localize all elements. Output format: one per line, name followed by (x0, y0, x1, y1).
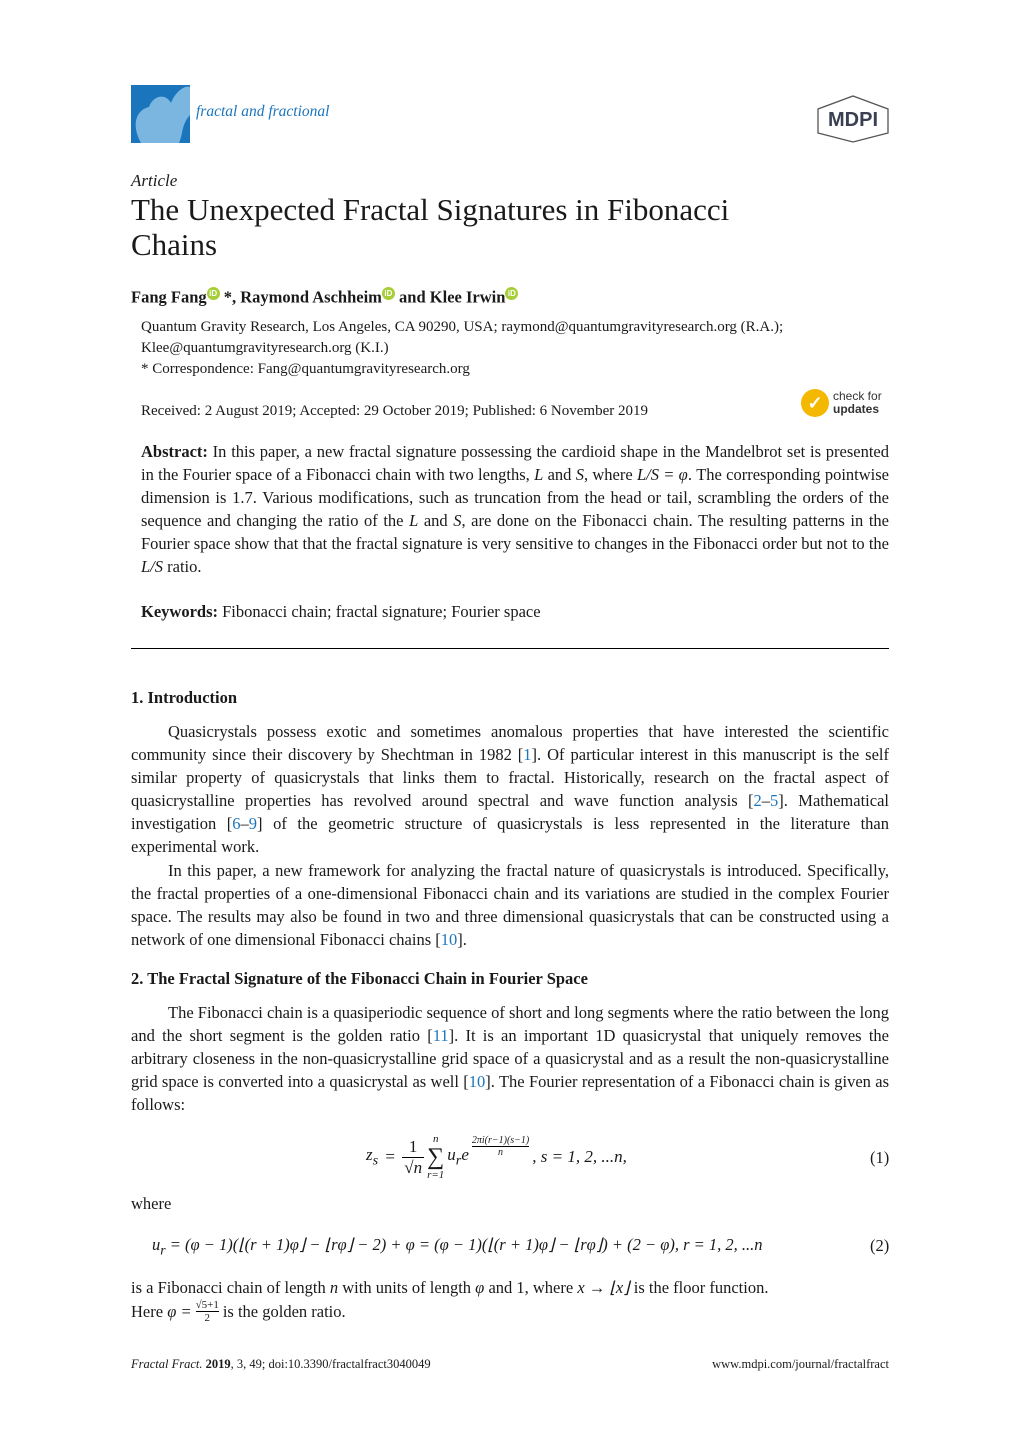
text-segment: ]. Of particular interest in this manuscript is the self similar property of quasicrystals that links them to fractal. Historically, research on the fractal aspect of quasicrystalline properties has revolved around spectral and wave function analysis [ (131, 745, 889, 810)
text-segment: ]. Mathematical investigation [ (131, 791, 889, 833)
citation-link[interactable]: 10 (440, 930, 458, 949)
text-segment: S (453, 511, 462, 530)
text-segment: ]. It is an important 1D quasicrystal that uniquely removes the arbitrary closeness in the non-quasicrystalline grid space of a quasicrystal and as a result the non-quasicrystalline grid space is converted into a quasicrystal as well [ (131, 1026, 889, 1091)
author-list (131, 287, 518, 308)
journal-url[interactable]: www.mdpi.com/journal/fractalfract (712, 1357, 889, 1371)
eq-symbol: e (461, 1144, 469, 1164)
text-segment: n (329, 1278, 339, 1297)
text-segment: – (761, 791, 771, 810)
journal-logo (131, 85, 190, 143)
abstract-label: Abstract: (141, 442, 208, 461)
equation-1: $z_s$ = $\frac{1}{√n}$ n ∑ r=1 $u_re$ 2πi(r−1)(s−1) n , s = 1, 2, ...n, (366, 1133, 627, 1181)
text-segment: and (418, 511, 454, 530)
mdpi-logo (816, 95, 890, 143)
article-type: Article (131, 171, 178, 190)
paragraph (131, 720, 889, 858)
journal-name: fractal and fractional (196, 103, 330, 120)
divider (131, 648, 889, 649)
svg-text:MDPI: MDPI (828, 109, 878, 131)
eq-symbol: = (φ − 1)(⌊(r + 1)φ⌋ − ⌊rφ⌋ − 2) + φ = (φ − 1)(⌊(r + 1)φ⌋ − ⌊rφ⌋) + (2 − φ), r = 1, 2, ...n (165, 1235, 763, 1254)
keywords-text: Fibonacci chain; fractal signature; Fourier space (218, 602, 541, 621)
equation-2 (152, 1235, 763, 1258)
eq-symbol: n (432, 1133, 439, 1145)
orcid-icon[interactable]: iD (382, 287, 395, 300)
text-segment: Quasicrystals possess exotic and sometimes anomalous properties that have interested the scientific community since their discovery by Shechtman in 1982 [ (131, 722, 889, 764)
eq-symbol: s (372, 1152, 379, 1169)
citation-footer (131, 1357, 431, 1372)
text-segment: In this paper, a new fractal signature possessing the cardioid shape in the Mandelbrot set is presented in the Fourier space of a Fibonacci chain with two lengths, (141, 442, 889, 484)
text-segment: The Fibonacci chain is a quasiperiodic sequence of short and long segments where the ratio between the long and the short segment is the golden ratio [ (131, 1003, 889, 1045)
orcid-icon[interactable]: iD (207, 287, 220, 300)
paper-title: The Unexpected Fractal Signatures in Fibonacci Chains (131, 192, 730, 262)
text-segment: ratio. (163, 557, 202, 576)
equation-number: (1) (870, 1148, 890, 1167)
text: is the golden ratio. (222, 1302, 346, 1321)
affiliation: Quantum Gravity Research, Los Angeles, CA 90290, USA; raymond@quantumgravityresearch.org (R.A.); Klee@quantumgravityresearch.org (K.I.) (141, 319, 784, 356)
paragraph (131, 859, 889, 951)
text-segment: – (240, 814, 249, 833)
citation-link[interactable]: 5 (770, 791, 779, 810)
author-separator: *, (219, 287, 241, 307)
author-name: Raymond Aschheim (240, 287, 382, 307)
eq-symbol: r (455, 1152, 462, 1169)
correspondence: * Correspondence: Fang@quantumgravityresearch.org (141, 361, 470, 377)
keywords-label: Keywords: (141, 602, 218, 621)
checkmark-icon: ✓ (801, 389, 829, 417)
text-segment: φ (475, 1278, 485, 1297)
eq-symbol: 1 (408, 1136, 418, 1156)
citation-link[interactable]: 1 (523, 745, 532, 764)
dates: Received: 2 August 2019; Accepted: 29 October 2019; Published: 6 November 2019 (141, 403, 648, 419)
check-updates-line2: updates (833, 402, 880, 416)
text: Here (131, 1302, 168, 1321)
citation-link[interactable]: 10 (468, 1072, 486, 1091)
eq-symbol: r=1 (427, 1169, 445, 1181)
eq-symbol: , s = 1, 2, ...n, (532, 1147, 627, 1166)
affiliations (141, 317, 891, 380)
text-segment: ] of the geometric structure of quasicrystals is less represented in the literature than experimental work. (131, 814, 890, 856)
text-segment: , are done on the Fibonacci chain. The resulting patterns in the Fourier space show that that the fractal signature is very sensitive to changes in the Fibonacci order but not to the (141, 511, 889, 553)
eq-symbol: φ = (167, 1302, 192, 1321)
eq-symbol: 2πi(r−1)(s−1) (471, 1134, 530, 1146)
keywords (141, 600, 889, 623)
eq-symbol: n (413, 1157, 423, 1177)
eq-symbol: 2 (204, 1312, 210, 1324)
text-segment: L/S (141, 557, 164, 576)
author-separator: and (394, 287, 430, 307)
text-segment: In this paper, a new framework for analyzing the fractal nature of quasicrystals is introduced. Specifically, the fractal properties of a one-dimensional Fibonacci chain and its variations are studied in the complex Fourier space. The results may also be found in two and three dimensional quasicrystals that can be constructed using a network of one dimensional Fibonacci chains [ (131, 861, 889, 949)
paragraph (131, 1001, 889, 1116)
text-segment: . The corresponding pointwise dimension is 1.7. Various modifications, such as truncation from the head or tail, scrambling the orders of the sequence and changing the ratio of the (141, 465, 890, 530)
author-name: Fang Fang (131, 287, 207, 307)
text-segment: ]. (457, 930, 467, 949)
eq-symbol: √5+1 (195, 1299, 219, 1311)
section-heading: 2. The Fractal Signature of the Fibonacci Chain in Fourier Space (131, 969, 588, 988)
text-segment: , where (583, 465, 637, 484)
citation-link[interactable]: 2 (753, 791, 762, 810)
text-segment: ]. The Fourier representation of a Fibonacci chain is given as follows: (131, 1072, 889, 1114)
text-segment: and (543, 465, 576, 484)
text-segment: x → ⌊x⌋ (577, 1278, 630, 1297)
paragraph (131, 1299, 889, 1324)
text-segment: is a Fibonacci chain of length (131, 1278, 330, 1297)
footer-journal: Fractal Fract. (131, 1357, 203, 1371)
text-segment: L (409, 511, 419, 530)
abstract (141, 440, 889, 578)
text-segment: with units of length (338, 1278, 476, 1297)
equation-number: (2) (870, 1236, 890, 1255)
text-segment: is the floor function. (629, 1278, 769, 1297)
check-updates-line1: check for (833, 389, 882, 403)
eq-symbol: r (160, 1242, 166, 1258)
author-name: Klee Irwin (429, 287, 506, 307)
citation-link[interactable]: 9 (248, 814, 258, 833)
text-segment: S (575, 465, 584, 484)
text-segment: L (534, 465, 544, 484)
text-segment: and 1, where (484, 1278, 578, 1297)
eq-symbol: n (498, 1146, 504, 1158)
footer-doi: , 3, 49; doi:10.3390/fractalfract3040049 (230, 1357, 431, 1371)
section-heading: 1. Introduction (131, 688, 238, 707)
paragraph (131, 1276, 889, 1299)
orcid-icon[interactable]: iD (505, 287, 518, 300)
eq-symbol: u (447, 1144, 456, 1164)
citation-link[interactable]: 11 (432, 1026, 449, 1045)
citation-link[interactable]: 6 (232, 814, 241, 833)
check-for-updates-button[interactable] (801, 389, 882, 417)
footer-year: 2019 (205, 1357, 231, 1371)
eq-symbol: u (152, 1235, 161, 1254)
eq-symbol: z (366, 1144, 373, 1164)
text-segment: L/S = φ (636, 465, 688, 484)
paragraph: where (131, 1194, 172, 1213)
